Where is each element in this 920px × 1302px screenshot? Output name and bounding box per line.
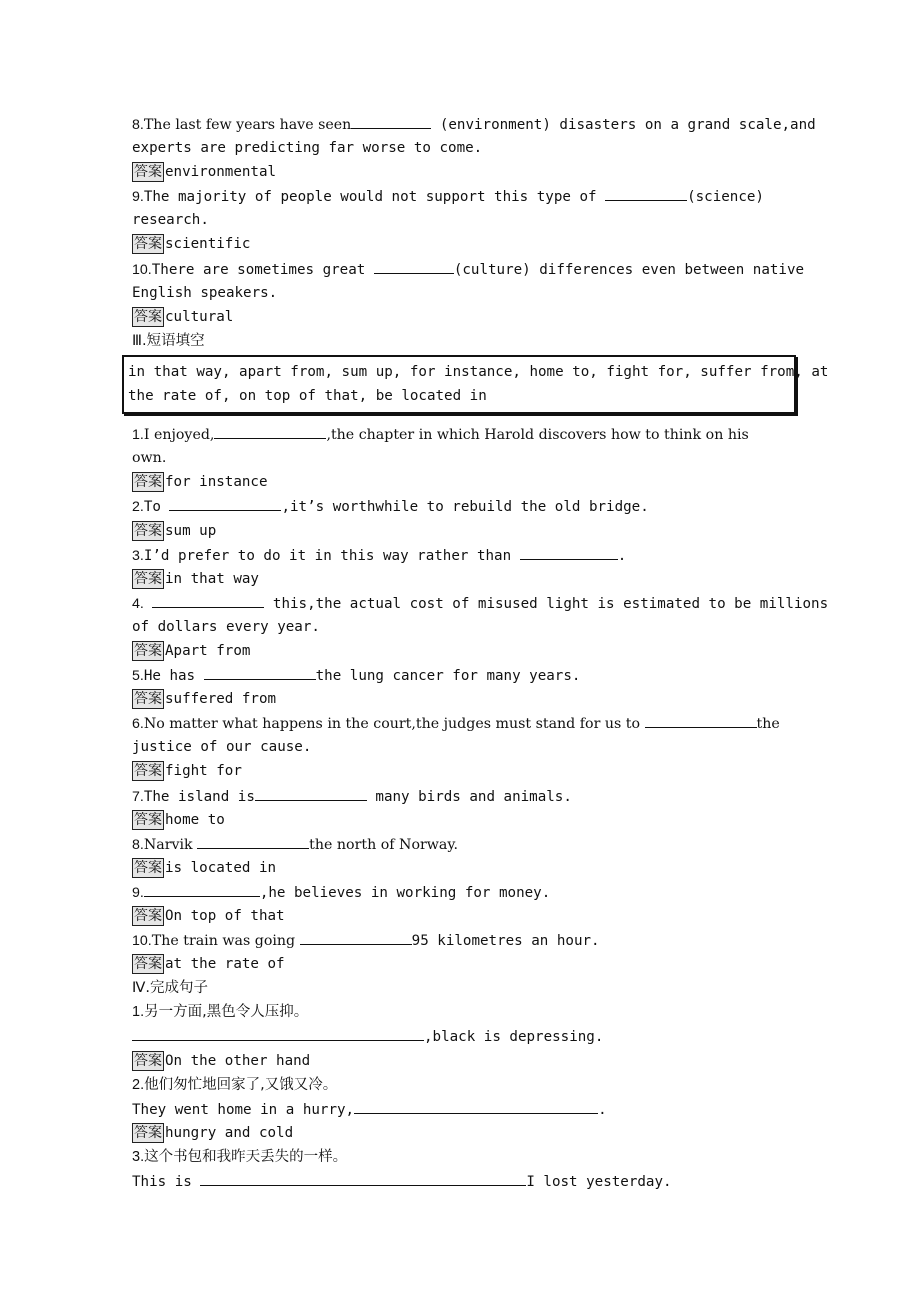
answer-row — [132, 1049, 792, 1073]
translation-row: ,black is depressing. — [132, 1024, 792, 1048]
translation-row: They went home in a hurry, . — [132, 1097, 792, 1121]
section-title: Ⅳ.完成句子 — [132, 980, 208, 997]
answer-blank[interactable] — [645, 711, 757, 728]
answer-row — [132, 232, 792, 256]
question-9: 9.The majority of people would not support this type of (science) — [132, 184, 792, 208]
answer-text: On top of that — [165, 908, 285, 924]
answer-row — [132, 519, 792, 543]
question-5: 5.He has the lung cancer for many years. — [132, 663, 792, 687]
answer-text: environmental — [165, 164, 277, 181]
answer-tag: 答案 — [134, 1124, 162, 1141]
question-7: 7.The island is many birds and animals. — [132, 784, 792, 808]
section-title: Ⅲ.短语填空 — [132, 332, 205, 349]
answer-tag: 答案 — [134, 474, 162, 491]
answer-tag: 答案 — [134, 570, 162, 587]
answer-blank[interactable] — [351, 112, 431, 129]
answer-tag: 答案 — [134, 763, 162, 780]
answer-text: home to — [165, 811, 225, 828]
question-9-continued: research. — [132, 212, 209, 229]
question-10: 10.There are sometimes great (culture) differences even between native — [132, 257, 792, 281]
answer-row — [132, 1121, 792, 1145]
answer-text: Apart from — [165, 642, 251, 659]
phrase-bank — [122, 355, 829, 414]
phrase-bank-line: the rate of, on top of that, be located in — [128, 388, 487, 405]
answer-text: at the rate of — [165, 956, 285, 973]
answer-row — [132, 687, 792, 711]
answer-blank[interactable] — [152, 591, 264, 608]
answer-row — [132, 808, 792, 832]
answer-text: fight for — [165, 763, 242, 780]
answer-row — [132, 305, 792, 329]
answer-tag: 答案 — [134, 236, 162, 253]
answer-row — [132, 904, 792, 928]
answer-tag: 答案 — [134, 956, 162, 973]
answer-blank[interactable] — [197, 832, 309, 849]
question-4-continued: of dollars every year. — [132, 618, 320, 635]
question-9: 9. ,he believes in working for money. — [132, 880, 792, 904]
question-3: 3.这个书包和我昨天丢失的一样。 — [132, 1148, 348, 1165]
answer-row — [132, 567, 792, 591]
question-3: 3.I’d prefer to do it in this way rather than . — [132, 543, 792, 567]
question-2: 2.他们匆忙地回家了,又饿又冷。 — [132, 1076, 338, 1093]
answer-blank[interactable] — [255, 784, 367, 801]
question-4: 4. this,the actual cost of misused light is estimated to be millions — [132, 591, 792, 615]
answer-blank[interactable] — [214, 422, 326, 439]
translation-row: This is I lost yesterday. — [132, 1169, 792, 1193]
question-8-continued: experts are predicting far worse to come. — [132, 140, 483, 157]
answer-row — [132, 160, 792, 184]
question-8: 8.Narvik the north of Norway. — [132, 832, 792, 856]
question-6-continued: justice of our cause. — [132, 739, 312, 756]
phrase-bank-line: in that way, apart from, sum up, for instance, home to, fight for, suffer from, at — [128, 363, 829, 380]
answer-blank[interactable] — [354, 1097, 598, 1114]
answer-text: in that way — [165, 570, 259, 587]
answer-blank[interactable] — [520, 543, 618, 560]
answer-text: On the other hand — [165, 1052, 311, 1069]
answer-tag: 答案 — [134, 859, 162, 876]
answer-tag: 答案 — [134, 811, 162, 828]
answer-blank[interactable] — [300, 928, 412, 945]
worksheet-page — [128, 112, 829, 1193]
question-1-continued: own. — [132, 450, 167, 467]
answer-row — [132, 470, 792, 494]
answer-tag: 答案 — [134, 642, 162, 659]
answer-blank[interactable] — [144, 880, 260, 897]
question-1: 1.I enjoyed, ,the chapter in which Harold discovers how to think on his — [132, 422, 792, 446]
question-1: 1.另一方面,黑色令人压抑。 — [132, 1004, 309, 1021]
answer-text: sum up — [165, 522, 217, 539]
answer-tag: 答案 — [134, 308, 162, 325]
answer-blank[interactable] — [132, 1024, 424, 1041]
answer-text: for instance — [165, 474, 268, 491]
answer-tag: 答案 — [134, 691, 162, 708]
answer-blank[interactable] — [374, 257, 454, 274]
answer-tag: 答案 — [134, 908, 162, 924]
answer-tag: 答案 — [134, 1052, 162, 1069]
question-10-continued: English speakers. — [132, 284, 278, 301]
answer-blank[interactable] — [200, 1169, 526, 1186]
answer-blank[interactable] — [169, 494, 281, 511]
answer-row — [132, 759, 792, 783]
answer-text: is located in — [165, 859, 277, 876]
question-6: 6.No matter what happens in the court,the judges must stand for us to the — [132, 711, 792, 735]
question-10: 10.The train was going 95 kilometres an hour. — [132, 928, 792, 952]
answer-row — [132, 952, 792, 976]
question-8: 8.The last few years have seen (environment) disasters on a grand scale,and — [132, 112, 792, 136]
question-2: 2.To ,it’s worthwhile to rebuild the old bridge. — [132, 494, 792, 518]
answer-tag: 答案 — [134, 164, 162, 181]
answer-row — [132, 856, 792, 880]
answer-text: scientific — [165, 236, 251, 253]
answer-text: cultural — [165, 308, 234, 325]
answer-tag: 答案 — [134, 522, 162, 539]
answer-blank[interactable] — [204, 663, 316, 680]
answer-blank[interactable] — [605, 184, 687, 201]
answer-text: suffered from — [165, 691, 277, 708]
answer-text: hungry and cold — [165, 1124, 294, 1141]
answer-row — [132, 639, 792, 663]
